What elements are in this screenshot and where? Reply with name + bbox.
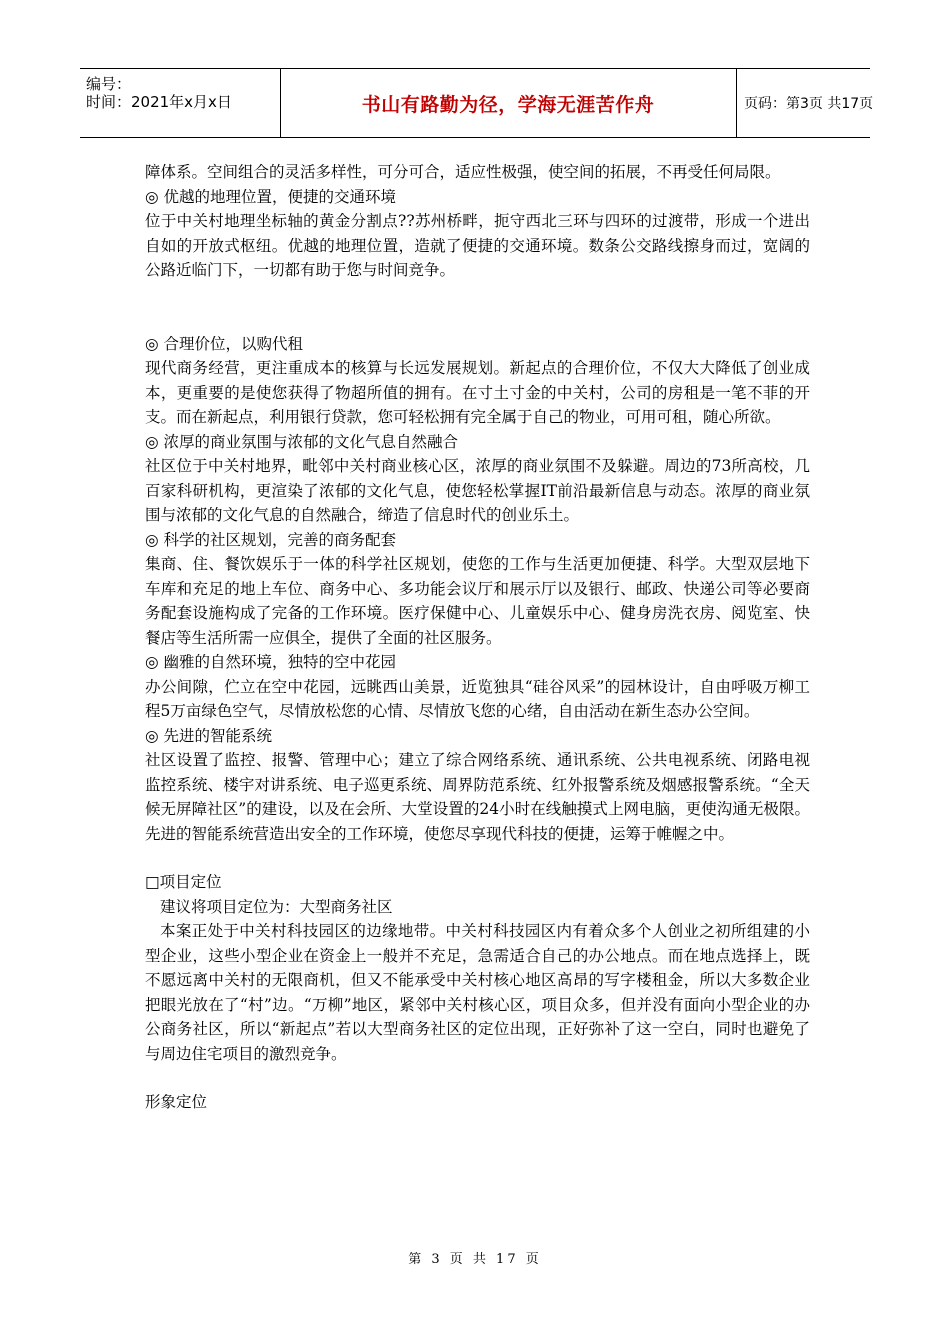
section-heading: □项目定位 (145, 873, 222, 891)
section-heading: ◎ 优越的地理位置，便捷的交通环境 (145, 187, 396, 206)
section-heading: ◎ 浓厚的商业氛围与浓郁的文化气息自然融合 (145, 432, 458, 451)
paragraph: 位于中关村地理坐标轴的黄金分割点??苏州桥畔，扼守西北三环与四环的过渡带，形成一个进出自如的开放式枢纽。优越的地理位置，造就了便捷的交通环境。数条公交路线擦身而过，宽阔的公路近临门下，一切都有助于您与时间竞争。 (145, 212, 810, 279)
header-page-cell (736, 69, 874, 137)
spacer (145, 283, 810, 332)
paragraph: 本案正处于中关村科技园区的边缘地带。中关村科技园区内有着众多个人创业之初所组建的小型企业，这些小型企业在资金上一般并不充足，急需适合自己的办公地点。而在地点选择上，既不愿远离中关村的无限商机，但又不能承受中关村核心地区高昂的写字楼租金，所以大多数企业把眼光放在了“村”边。“万柳”地区，紧邻中关村核心区，项目众多，但并没有面向小型企业的办公商务社区，所以“新起点”若以大型商务社区的定位出现，正好弥补了这一空白，同时也避免了与周边住宅项目的激烈竞争。 (145, 922, 810, 1063)
paragraph: 办公间隙，伫立在空中花园，远眺西山美景，近览独具“硅谷风采”的园林设计，自由呼吸万柳工程5万亩绿色空气，尽情放松您的心情、尽情放飞您的心绪，自由活动在新生态办公空间。 (145, 677, 810, 720)
section-heading: 形象定位 (145, 1093, 208, 1111)
section-heading: ◎ 合理价位，以购代租 (145, 334, 303, 353)
document-body (145, 160, 810, 1115)
section-heading: ◎ 先进的智能系统 (145, 726, 272, 745)
section-heading: ◎ 幽雅的自然环境，独特的空中花园 (145, 653, 396, 671)
paragraph: 社区设置了监控、报警、管理中心；建立了综合网络系统、通讯系统、公共电视系统、闭路电视监控系统、楼宇对讲系统、电子巡更系统、周界防范系统、红外报警系统及烟感报警系统。“全天候无屏障社区”的建设，以及在会所、大堂设置的24小时在线触摸式上网电脑，更使沟通无极限。先进的智能系统营造出安全的工作环境，使您尽享现代科技的便捷，运筹于帷幄之中。 (145, 751, 810, 843)
document-number-label: 编号： (86, 75, 132, 93)
paragraph: 现代商务经营，更注重成本的核算与长远发展规划。新起点的合理价位，不仅大大降低了创业成本，更重要的是使您获得了物超所值的拥有。在寸土寸金的中关村，公司的房租是一笔不菲的开支。而在新起点，利用银行贷款，您可轻松拥有完全属于自己的物业，可用可租，随心所欲。 (145, 359, 810, 426)
spacer (145, 846, 810, 870)
page-footer: 第 3 页 共 17 页 (408, 1252, 542, 1267)
paragraph: 社区位于中关村地界，毗邻中关村商业核心区，浓厚的商业氛围不及躲避。周边的73所高校，几百家科研机构，更渲染了浓郁的文化气息，使您轻松掌握IT前沿最新信息与动态。浓厚的商业氛围与浓郁的文化气息的自然融合，缔造了信息时代的创业乐土。 (145, 457, 810, 524)
header-motto-cell (280, 69, 737, 137)
paragraph: 建议将项目定位为：大型商务社区 (160, 897, 393, 916)
header-meta-cell (80, 69, 281, 137)
page-header (80, 68, 874, 138)
paragraph: 集商、住、餐饮娱乐于一体的科学社区规划，使您的工作与生活更加便捷、科学。大型双层地下车库和充足的地上车位、商务中心、多功能会议厅和展示厅以及银行、邮政、快递公司等必要商务配套设施构成了完备的工作环境。医疗保健中心、儿童娱乐中心、健身房洗衣房、阅览室、快餐店等生活所需一应俱全，提供了全面的社区服务。 (145, 555, 810, 647)
spacer (145, 1066, 810, 1090)
section-heading: ◎ 科学的社区规划，完善的商务配套 (145, 530, 396, 549)
header-page-info: 页码：第3页 共17页 (744, 96, 874, 112)
header-motto: 书山有路勤为径，学海无涯苦作舟 (361, 93, 655, 116)
document-date: 时间：2021年x月x日 (86, 93, 232, 111)
paragraph: 障体系。空间组合的灵活多样性，可分可合，适应性极强，使空间的拓展，不再受任何局限。 (145, 163, 781, 181)
